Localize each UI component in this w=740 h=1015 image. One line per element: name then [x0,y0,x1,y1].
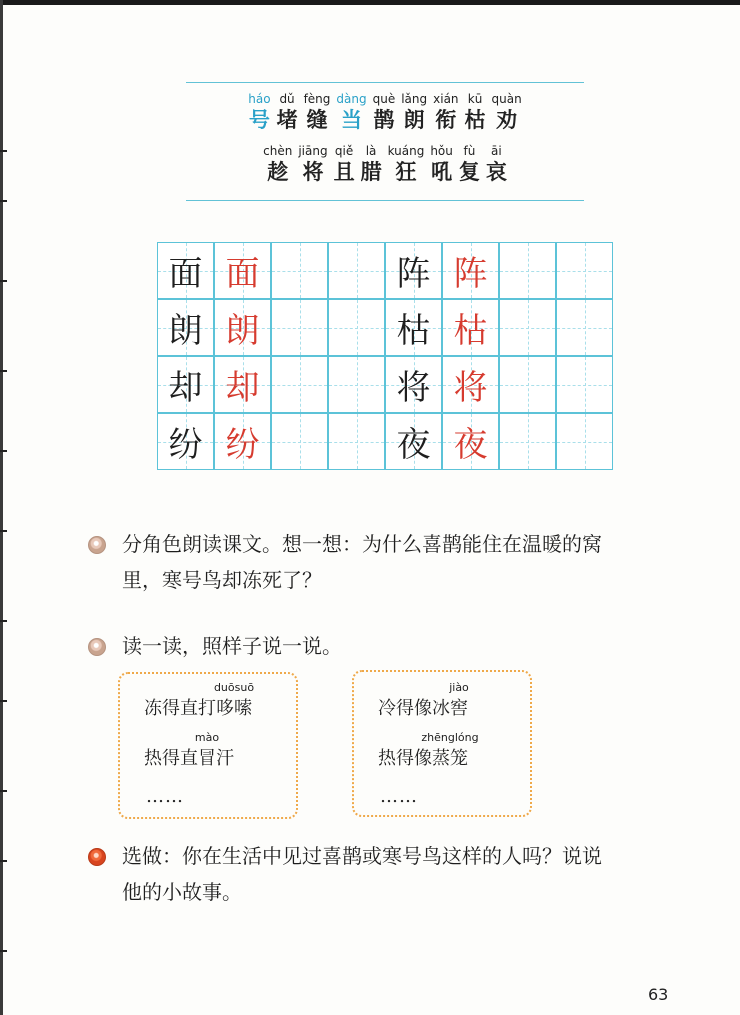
binding-tick [0,620,7,622]
writing-cell [271,299,328,356]
cell-guide [272,271,327,272]
trace-character: 却 [225,368,260,408]
phrase-ruby [194,731,220,770]
phrase-pinyin: duōsuō [213,681,255,694]
vocabulary-hanzi: 枯 [464,107,486,132]
cell-guide [500,385,555,386]
cell-guide [329,442,384,443]
writing-cell [157,299,214,356]
trace-character: 阵 [453,254,488,294]
phrase-ruby-text: 哆嗦 [216,698,252,719]
page-number: 63 [648,985,669,1004]
phrase-ruby-text: 蒸笼 [432,748,468,769]
phrase-ruby-text: 冒 [198,748,216,769]
vocabulary-pinyin: fù [463,144,476,158]
vocabulary-char [245,92,273,133]
vocabulary-char [331,144,358,185]
phrase-text: 冻得直打 [144,698,216,719]
vocabulary-pinyin: kuáng [387,144,425,158]
vocabulary-pinyin: hǒu [430,144,453,158]
vocabulary-char [295,144,330,185]
writing-cell [214,242,271,299]
example-phrase [378,731,479,770]
model-character: 纷 [168,425,203,465]
cell-guide [557,271,612,272]
writing-grid-left [157,242,385,470]
task-line: 读一读，照样子说一说。 [122,634,342,658]
task-read-and-say-text [122,628,712,664]
vocabulary-char [385,144,428,185]
vocabulary-hanzi: 趁 [267,159,289,184]
cell-guide [272,385,327,386]
vocabulary-hanzi: 复 [458,159,480,184]
vocabulary-row-2 [186,144,584,185]
model-character: 将 [396,368,431,408]
binding-tick [0,280,7,282]
vocabulary-band [186,82,584,202]
vocabulary-char [333,92,369,133]
phrase-text: 冷得像冰 [378,698,450,719]
page-top-edge [0,0,740,5]
task-line: 选做：你在生活中见过喜鹊或寒号鸟这样的人吗？说说 [122,844,602,868]
cell-guide [557,442,612,443]
model-character: 朗 [168,311,203,351]
example-phrase [378,681,469,720]
vocabulary-hanzi: 朗 [403,107,425,132]
vocabulary-char [483,144,510,185]
vocabulary-hanzi: 号 [248,107,270,132]
vocabulary-char [260,144,295,185]
vocabulary-char [274,92,301,133]
model-character: 阵 [396,254,431,294]
task-line: 分角色朗读课文。想一想：为什么喜鹊能住在温暖的窝 [122,532,602,556]
vocabulary-hanzi: 鹊 [373,107,395,132]
example-box-2 [352,670,532,817]
writing-cell [157,356,214,413]
task-line: 他的小故事。 [122,880,242,904]
binding-tick [0,200,7,202]
phrase-ruby [449,681,469,720]
vocabulary-char [427,144,456,185]
task-bullet-optional-icon [88,848,106,866]
model-character: 夜 [396,425,431,465]
model-character: 却 [168,368,203,408]
binding-tick [0,530,7,532]
vocabulary-hanzi: 劝 [496,107,518,132]
writing-grid-divider [384,242,386,470]
vocabulary-pinyin: chèn [263,144,293,158]
phrase-pinyin: zhēnglóng [421,731,479,744]
vocabulary-pinyin: là [365,144,377,158]
writing-cell [214,413,271,470]
vocabulary-char [301,92,334,133]
phrase-pinyin: jiào [449,681,469,694]
model-character: 枯 [396,311,431,351]
vocabulary-char [370,92,399,133]
vocabulary-pinyin: xián [433,92,459,106]
writing-cell [385,356,442,413]
writing-cell [271,356,328,413]
vocabulary-hanzi: 将 [302,159,324,184]
writing-cell [499,299,556,356]
cell-guide [557,385,612,386]
task-line: 里，寒号鸟却冻死了？ [122,568,322,592]
cell-guide [329,385,384,386]
writing-cell [556,299,613,356]
cell-guide [272,442,327,443]
vocabulary-hanzi: 哀 [485,159,507,184]
cell-guide [500,271,555,272]
writing-grid-right [385,242,613,470]
writing-cell [385,299,442,356]
example-phrase [144,681,255,720]
vocabulary-char [430,92,461,133]
writing-cell [442,299,499,356]
vocabulary-pinyin: jiāng [298,144,328,158]
vocabulary-row-1 [186,92,584,133]
vocabulary-pinyin: dǔ [279,92,295,106]
trace-character: 纷 [225,425,260,465]
example-box-1 [118,672,298,819]
trace-character: 夜 [453,425,488,465]
binding-tick [0,860,7,862]
phrase-text: 热得直 [144,748,198,769]
writing-cell [385,242,442,299]
binding-tick [0,700,7,702]
vocabulary-hanzi: 缝 [306,107,328,132]
cell-guide [272,328,327,329]
task-bullet-icon [88,638,106,656]
binding-tick [0,450,7,452]
vocabulary-pinyin: quàn [491,92,522,106]
binding-tick [0,950,7,952]
binding-marks [0,0,8,1015]
writing-cell [442,242,499,299]
phrase-text: 热得像 [378,748,432,769]
task-role-reading-text [122,526,712,598]
cell-guide [500,442,555,443]
phrase-text: 汗 [216,748,234,769]
vocabulary-hanzi: 腊 [360,159,382,184]
vocabulary-hanzi: 衔 [435,107,457,132]
writing-cell [157,413,214,470]
vocabulary-hanzi: 当 [341,107,362,132]
vocabulary-hanzi: 狂 [395,159,417,184]
trace-character: 枯 [453,311,488,351]
example-ellipsis: …… [146,786,184,807]
vocabulary-char [398,92,430,133]
vocabulary-hanzi: 吼 [431,159,453,184]
writing-cell [328,242,385,299]
writing-cell [499,413,556,470]
writing-cell [499,356,556,413]
writing-cell [214,356,271,413]
trace-character: 面 [225,254,260,294]
writing-cell [271,413,328,470]
trace-character: 将 [453,368,488,408]
cell-guide [500,328,555,329]
vocabulary-hanzi: 且 [333,159,355,184]
vocabulary-pinyin: què [372,92,396,106]
trace-character: 朗 [225,311,260,351]
writing-cell [328,299,385,356]
task-optional-text [122,838,712,910]
phrase-ruby [421,731,479,770]
writing-cell [271,242,328,299]
writing-cell [442,356,499,413]
cell-guide [557,328,612,329]
writing-grid [157,242,613,470]
writing-cell [157,242,214,299]
writing-cell [556,356,613,413]
example-phrase [144,731,234,770]
phrase-ruby [213,681,255,720]
binding-tick [0,370,7,372]
vocabulary-pinyin: kū [467,92,483,106]
writing-cell [556,242,613,299]
vocabulary-char [456,144,483,185]
vocabulary-pinyin: háo [248,92,271,106]
vocabulary-top-rule [186,82,584,83]
writing-cell [442,413,499,470]
vocabulary-pinyin: āi [491,144,502,158]
phrase-ruby-text: 窖 [450,698,468,719]
task-bullet-icon [88,536,106,554]
writing-cell [499,242,556,299]
writing-cell [328,356,385,413]
vocabulary-pinyin: qiě [334,144,354,158]
binding-tick [0,150,7,152]
cell-guide [329,271,384,272]
vocabulary-char [358,144,385,185]
model-character: 面 [168,254,203,294]
phrase-pinyin: mào [194,731,220,744]
vocabulary-pinyin: lǎng [401,92,428,106]
vocabulary-char [462,92,489,133]
writing-cell [328,413,385,470]
binding-tick [0,790,7,792]
vocabulary-bottom-rule [186,200,584,201]
example-ellipsis: …… [380,786,418,807]
writing-cell [556,413,613,470]
cell-guide [329,328,384,329]
writing-cell [214,299,271,356]
vocabulary-pinyin: dàng [336,92,367,106]
vocabulary-hanzi: 堵 [276,107,298,132]
writing-cell [385,413,442,470]
vocabulary-pinyin: fèng [303,92,331,106]
vocabulary-char [489,92,525,133]
